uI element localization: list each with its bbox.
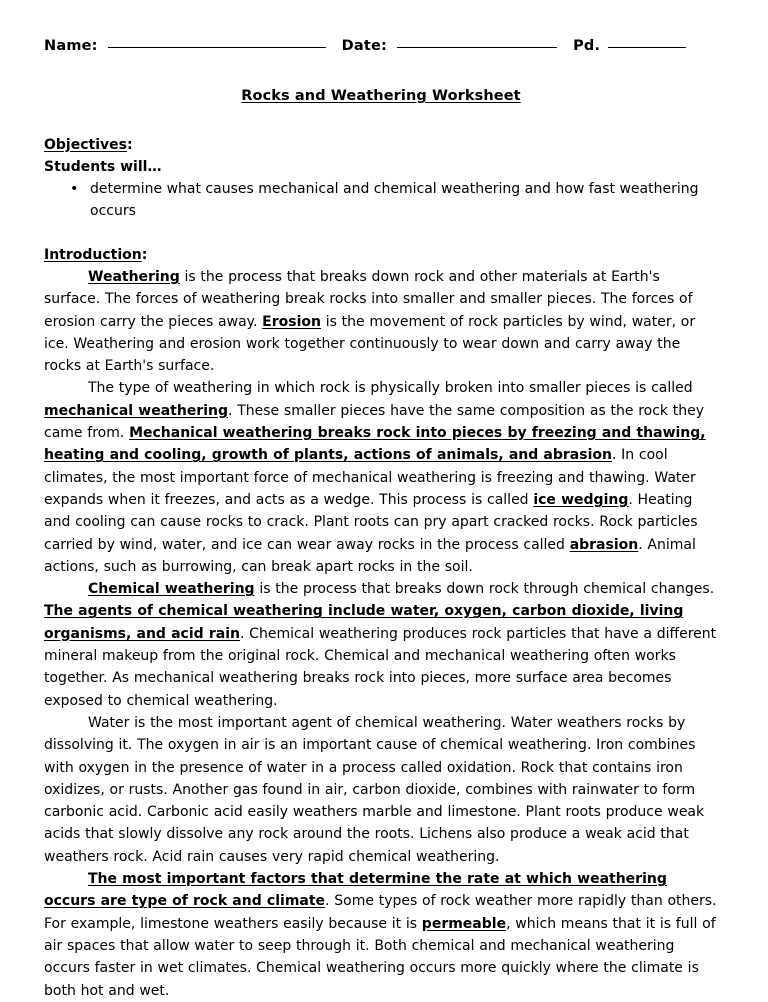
student-info-header [44,38,718,54]
key-term: Erosion [262,313,321,330]
period-input-rule[interactable] [608,47,686,48]
key-term: ice wedging [533,491,629,508]
key-term: The agents of chemical weathering include water, oxygen, carbon dioxide, living organisms, and acid rain [44,603,684,642]
key-term: permeable [421,915,507,932]
list-item: • determine what causes mechanical and chemical weathering and how fast weathering occurs [44,178,718,222]
page-title [44,88,718,104]
period-label: Pd. [573,38,601,54]
introduction-heading [44,244,718,266]
paragraph-mechanical-weathering: The type of weathering in which rock is physically broken into smaller pieces is called mechanical weathering. These smaller pieces have the same composition as the rock they came from. Mechanical weathering breaks rock into pieces by freezing and thawing, heating and cooling, growth of plants, actions of animals, and abrasion. In cool climates, the most important force of mechanical weathering is freezing and thawing. Water expands when it freezes, and acts as a wedge. This process is called ice wedging. Heating and cooling can cause rocks to crack. Plant roots can pry apart cracked rocks. Rock particles carried by wind, water, and ice can wear away rocks in the process called abrasion. Animal actions, such as burrowing, can break apart rocks in the soil. [44,380,706,575]
paragraph-rate-of-weathering: The most important factors that determine the rate at which weathering occurs are type of rock and climate. Some types of rock weather more rapidly than others. For example, limestone weathers easily because it is permeable, which means that it is full of air spaces that allow water to seep through it. Both chemical and mechanical weathering occurs faster in wet climates. Chemical weathering occurs more quickly where the climate is both hot and wet. [44,871,717,999]
key-term: Mechanical weathering breaks rock into pieces by freezing and thawing, heating and cooling, growth of plants, actions of animals, and abrasion [44,425,706,464]
section-spacer [44,222,718,244]
key-term: The most important factors that determine the rate at which weathering occurs are type of rock and climate [44,871,667,910]
objectives-heading-text: Objectives [44,137,127,153]
objectives-heading [44,134,718,156]
key-term: mechanical weathering [44,402,229,419]
page-title-text: Rocks and Weathering Worksheet [241,88,521,104]
introduction-heading-colon: : [141,247,148,263]
date-input-rule[interactable] [397,47,557,48]
objectives-intro: Students will… [44,159,162,175]
introduction-heading-text: Introduction [44,247,142,263]
paragraph-weathering-erosion: Weathering is the process that breaks down rock and other materials at Earth's surface. The forces of weathering break rocks into smaller and smaller pieces. The forces of erosion carry the pieces away. Erosion is the movement of rock particles by wind, water, or ice. Weathering and erosion work together continuously to wear down and carry away the rocks at Earth's surface. [44,269,696,375]
date-label: Date: [341,38,388,54]
name-label: Name: [44,38,98,54]
paragraph-chemical-weathering: Chemical weathering is the process that breaks down rock through chemical changes. The agents of chemical weathering include water, oxygen, carbon dioxide, living organisms, and acid rain. Chemical weathering produces rock particles that have a different mineral makeup from the original rock. Chemical and mechanical weathering often works together. As mechanical weathering breaks rock into pieces, more surface area becomes exposed to chemical weathering. [44,581,717,709]
key-term: Chemical weathering [88,581,255,598]
objectives-list [44,178,718,222]
key-term: abrasion [569,536,639,553]
key-term: Weathering [88,269,180,285]
objectives-heading-colon: : [126,137,133,153]
paragraph-agents-of-chemical-weathering: Water is the most important agent of chemical weathering. Water weathers rocks by dissolving it. The oxygen in air is an important cause of chemical weathering. Iron combines with oxygen in the presence of water in a process called oxidation. Rock that contains iron oxidizes, or rusts. Another gas found in air, carbon dioxide, combines with rainwater to form carbonic acid. Carbonic acid easily weathers marble and limestone. Plant roots produce weak acids that slowly dissolve any rock around the roots. Lichens also produce a weak acid that weathers rock. Acid rain causes very rapid chemical weathering. [44,714,705,865]
name-input-rule[interactable] [108,47,326,48]
